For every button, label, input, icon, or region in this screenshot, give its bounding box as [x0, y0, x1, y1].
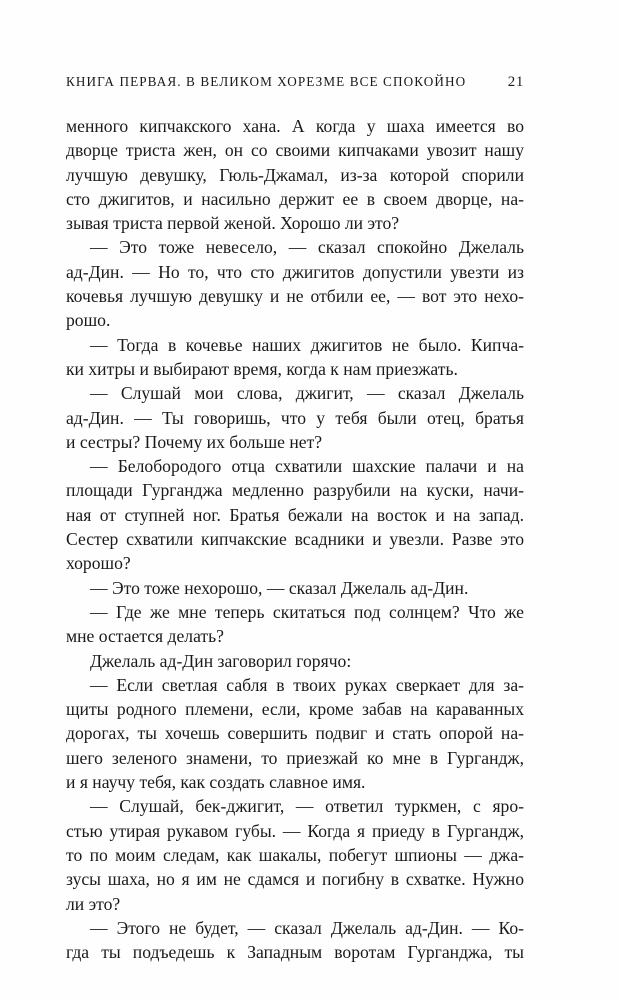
- text-line: — Слушай, бек-джигит, — ответил туркмен, с яро-: [90, 796, 524, 817]
- page-number: 21: [507, 74, 524, 90]
- text-line: — Это тоже невесело, — сказал спокойно Джелаль: [90, 237, 524, 258]
- text-line: — Это тоже нехорошо, — сказал Джелаль ад-Дин.: [90, 577, 469, 598]
- text-line: площади Гурганджа медленно разрубили на куски, начи-: [66, 480, 524, 501]
- text-line: шего зеленого знамени, то приезжай ко мне в Гургандж,: [66, 747, 524, 768]
- text-line: — Если светлая сабля в твоих руках сверкает для за-: [90, 674, 524, 695]
- text-line: — Слушай мои слова, джигит, — сказал Джелаль: [90, 383, 524, 404]
- text-line: гда ты подъедешь к Западным воротам Гурганджа, ты: [66, 942, 524, 963]
- text-line: то по моим следам, как шакалы, побегут шпионы — джа-: [66, 844, 524, 865]
- text-line: менного кипчакского хана. А когда у шаха имеется во: [66, 116, 524, 136]
- text-line: рошо.: [66, 310, 111, 331]
- text-line: — Тогда в кочевье наших джигитов не было. Кипча-: [90, 334, 524, 355]
- text-line: дворце триста жен, он со своими кипчаками увозит нашу: [66, 140, 524, 161]
- text-line: Сестер схватили кипчакские всадники и увезли. Разве это: [66, 529, 524, 550]
- text-line: ад-Дин. — Но то, что сто джигитов допустили увезти из: [66, 261, 524, 282]
- text-line: хорошо?: [66, 553, 131, 574]
- text-line: стью утирая рукавом губы. — Когда я приеду в Гургандж,: [66, 820, 524, 841]
- body-text: [66, 114, 524, 964]
- text-line: — Белобородого отца схватили шахские палачи и на: [90, 456, 524, 477]
- text-line: зывая триста первой женой. Хорошо ли это?: [66, 213, 400, 234]
- running-title: КНИГА ПЕРВАЯ. В ВЕЛИКОМ ХОРЕЗМЕ ВСЕ СПОКОЙНО: [66, 74, 467, 89]
- text-line: ки хитры и выбирают время, когда к нам приезжать.: [66, 358, 458, 379]
- text-line: и сестры? Почему их больше нет?: [66, 431, 323, 452]
- text-line: кочевья лучшую девушку и не отбили ее, — вот это нехо-: [66, 286, 524, 307]
- text-line: ад-Дин. — Ты говоришь, что у тебя были отец, братья: [66, 407, 524, 428]
- text-line: ли это?: [66, 893, 121, 914]
- text-line: зусы шаха, но я им не сдамся и погибну в схватке. Нужно: [66, 869, 524, 890]
- text-line: Джелаль ад-Дин заговорил горячо:: [90, 650, 352, 671]
- running-head: [66, 74, 524, 98]
- text-line: ная от ступней ног. Братья бежали на восток и на запад.: [66, 504, 524, 525]
- text-line: лучшую девушку, Гюль-Джамал, из-за которой спорили: [66, 164, 524, 185]
- text-line: — Этого не будет, — сказал Джелаль ад-Дин. — Ко-: [90, 917, 524, 938]
- text-line: и я научу тебя, как создать славное имя.: [66, 772, 366, 793]
- text-line: сто джигитов, и насильно держит ее в своем дворце, на-: [66, 188, 524, 209]
- text-line: мне остается делать?: [66, 626, 224, 647]
- text-line: дорогах, ты хочешь совершить подвиг и стать опорой на-: [66, 723, 524, 744]
- text-line: — Где же мне теперь скитаться под солнцем? Что же: [90, 601, 524, 622]
- text-line: щиты родного племени, если, кроме забав на караванных: [66, 699, 524, 720]
